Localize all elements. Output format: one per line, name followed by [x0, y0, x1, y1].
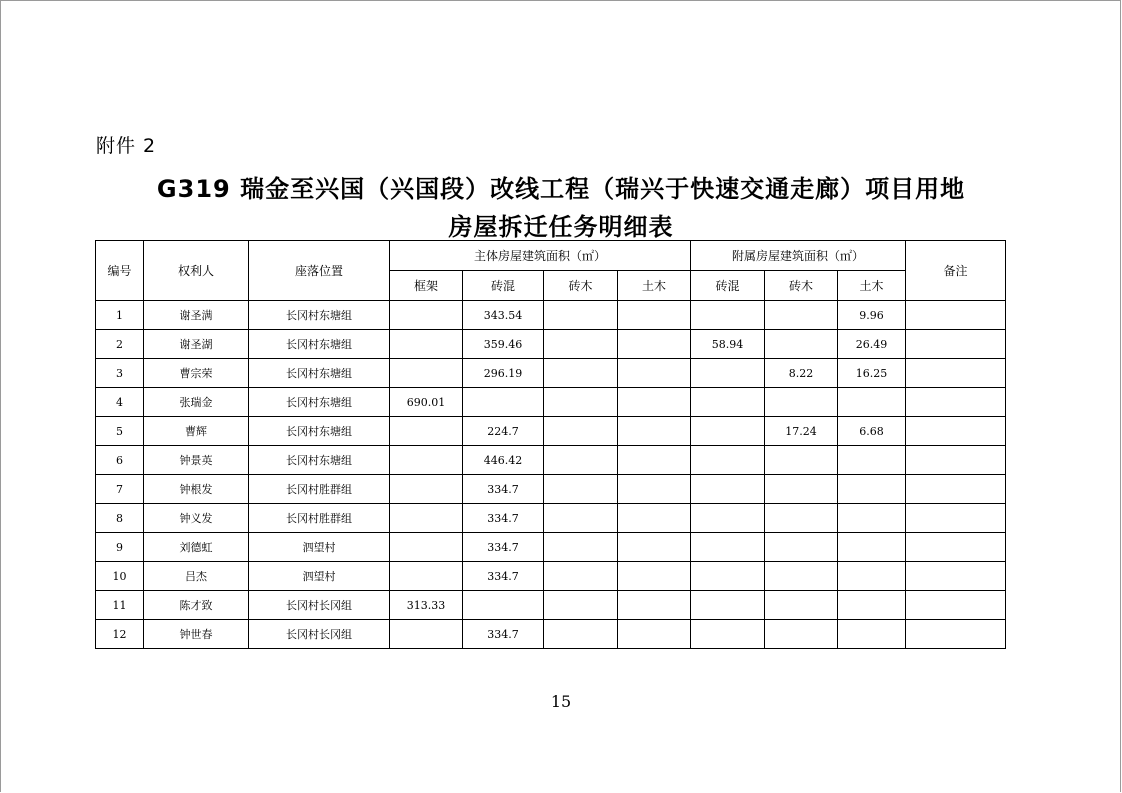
cell-no: 1 [96, 301, 144, 330]
cell-main-earth-wood [618, 591, 691, 620]
cell-main-brick-concrete [463, 591, 544, 620]
header-aux-brick-wood: 砖木 [765, 271, 838, 301]
cell-owner: 谢圣满 [144, 301, 249, 330]
cell-remark [906, 533, 1006, 562]
cell-main-earth-wood [618, 533, 691, 562]
cell-no: 10 [96, 562, 144, 591]
cell-aux-brick-concrete [691, 562, 765, 591]
cell-aux-brick-wood [765, 330, 838, 359]
cell-aux-earth-wood [838, 591, 906, 620]
cell-remark [906, 446, 1006, 475]
cell-aux-brick-concrete [691, 388, 765, 417]
cell-aux-brick-wood [765, 504, 838, 533]
cell-no: 9 [96, 533, 144, 562]
table-row [96, 301, 1006, 330]
cell-main-brick-wood [544, 446, 618, 475]
cell-owner: 曹辉 [144, 417, 249, 446]
cell-remark [906, 620, 1006, 649]
cell-main-brick-concrete: 334.7 [463, 562, 544, 591]
cell-remark [906, 504, 1006, 533]
header-main-building-area: 主体房屋建筑面积（㎡） [390, 241, 691, 271]
cell-aux-brick-wood [765, 301, 838, 330]
cell-main-frame [390, 475, 463, 504]
cell-aux-brick-wood [765, 388, 838, 417]
cell-main-frame: 313.33 [390, 591, 463, 620]
cell-owner: 吕杰 [144, 562, 249, 591]
cell-location: 长冈村东塘组 [249, 417, 390, 446]
cell-main-earth-wood [618, 620, 691, 649]
cell-remark [906, 388, 1006, 417]
cell-main-brick-concrete: 224.7 [463, 417, 544, 446]
table-row [96, 359, 1006, 388]
table-row [96, 417, 1006, 446]
table-row [96, 591, 1006, 620]
header-aux-earth-wood: 土木 [838, 271, 906, 301]
cell-aux-brick-concrete [691, 417, 765, 446]
cell-main-brick-wood [544, 330, 618, 359]
cell-no: 5 [96, 417, 144, 446]
cell-main-earth-wood [618, 301, 691, 330]
cell-main-brick-wood [544, 301, 618, 330]
cell-owner: 陈才致 [144, 591, 249, 620]
header-remark: 备注 [906, 241, 1006, 301]
cell-main-brick-wood [544, 388, 618, 417]
cell-aux-earth-wood: 9.96 [838, 301, 906, 330]
cell-aux-brick-concrete [691, 446, 765, 475]
header-main-brick-wood: 砖木 [544, 271, 618, 301]
cell-owner: 钟根发 [144, 475, 249, 504]
header-location: 座落位置 [249, 241, 390, 301]
cell-aux-brick-wood [765, 533, 838, 562]
header-main-earth-wood: 土木 [618, 271, 691, 301]
cell-remark [906, 417, 1006, 446]
header-aux-brick-concrete: 砖混 [691, 271, 765, 301]
cell-owner: 钟义发 [144, 504, 249, 533]
cell-owner: 曹宗荣 [144, 359, 249, 388]
document-title-line1: G319 瑞金至兴国（兴国段）改线工程（瑞兴于快速交通走廊）项目用地 [156, 175, 966, 203]
cell-main-brick-concrete: 446.42 [463, 446, 544, 475]
cell-main-brick-concrete: 343.54 [463, 301, 544, 330]
cell-main-brick-wood [544, 533, 618, 562]
cell-main-frame [390, 533, 463, 562]
cell-aux-brick-concrete [691, 475, 765, 504]
cell-no: 4 [96, 388, 144, 417]
cell-aux-brick-wood [765, 562, 838, 591]
cell-main-frame: 690.01 [390, 388, 463, 417]
cell-main-brick-concrete: 296.19 [463, 359, 544, 388]
table-row [96, 330, 1006, 359]
page-number: 15 [550, 692, 572, 711]
cell-remark [906, 591, 1006, 620]
cell-aux-brick-wood [765, 591, 838, 620]
cell-no: 7 [96, 475, 144, 504]
cell-main-earth-wood [618, 417, 691, 446]
cell-aux-earth-wood [838, 446, 906, 475]
cell-aux-earth-wood [838, 533, 906, 562]
cell-remark [906, 475, 1006, 504]
cell-aux-brick-concrete [691, 620, 765, 649]
cell-main-frame [390, 562, 463, 591]
cell-aux-brick-concrete [691, 533, 765, 562]
cell-main-frame [390, 330, 463, 359]
header-main-frame: 框架 [390, 271, 463, 301]
cell-aux-earth-wood: 26.49 [838, 330, 906, 359]
cell-main-earth-wood [618, 359, 691, 388]
cell-main-earth-wood [618, 446, 691, 475]
cell-remark [906, 301, 1006, 330]
cell-aux-earth-wood [838, 620, 906, 649]
table-row [96, 533, 1006, 562]
cell-main-earth-wood [618, 388, 691, 417]
cell-main-brick-concrete [463, 388, 544, 417]
cell-location: 长冈村东塘组 [249, 359, 390, 388]
cell-main-brick-wood [544, 620, 618, 649]
cell-remark [906, 562, 1006, 591]
cell-location: 长冈村胜群组 [249, 504, 390, 533]
document-title-line2: 房屋拆迁任务明细表 [448, 213, 674, 241]
cell-no: 6 [96, 446, 144, 475]
cell-no: 11 [96, 591, 144, 620]
cell-location: 长冈村胜群组 [249, 475, 390, 504]
cell-aux-earth-wood [838, 562, 906, 591]
table-body [96, 301, 1006, 649]
header-main-brick-concrete: 砖混 [463, 271, 544, 301]
header-auxiliary-building-area: 附属房屋建筑面积（㎡） [691, 241, 906, 271]
cell-main-brick-concrete: 334.7 [463, 504, 544, 533]
cell-location: 长冈村长冈组 [249, 620, 390, 649]
cell-main-earth-wood [618, 562, 691, 591]
cell-owner: 谢圣湖 [144, 330, 249, 359]
cell-location: 长冈村长冈组 [249, 591, 390, 620]
cell-location: 长冈村东塘组 [249, 330, 390, 359]
cell-owner: 钟景英 [144, 446, 249, 475]
cell-main-brick-concrete: 334.7 [463, 620, 544, 649]
cell-aux-brick-concrete [691, 301, 765, 330]
table-row [96, 562, 1006, 591]
cell-aux-brick-wood [765, 446, 838, 475]
cell-main-brick-wood [544, 475, 618, 504]
cell-main-brick-wood [544, 504, 618, 533]
table-row [96, 388, 1006, 417]
header-no: 编号 [96, 241, 144, 301]
cell-main-brick-concrete: 334.7 [463, 475, 544, 504]
cell-aux-brick-concrete [691, 504, 765, 533]
cell-main-frame [390, 359, 463, 388]
cell-no: 8 [96, 504, 144, 533]
cell-location: 长冈村东塘组 [249, 301, 390, 330]
cell-main-frame [390, 620, 463, 649]
cell-main-frame [390, 417, 463, 446]
table-row [96, 475, 1006, 504]
cell-main-frame [390, 446, 463, 475]
cell-aux-brick-wood [765, 475, 838, 504]
demolition-detail-table [95, 240, 1006, 649]
cell-location: 泗望村 [249, 533, 390, 562]
cell-main-brick-concrete: 334.7 [463, 533, 544, 562]
cell-aux-earth-wood: 6.68 [838, 417, 906, 446]
table-row [96, 620, 1006, 649]
cell-main-brick-wood [544, 591, 618, 620]
cell-no: 2 [96, 330, 144, 359]
cell-main-frame [390, 504, 463, 533]
cell-location: 泗望村 [249, 562, 390, 591]
cell-aux-earth-wood [838, 475, 906, 504]
cell-main-earth-wood [618, 504, 691, 533]
cell-owner: 张瑞金 [144, 388, 249, 417]
cell-aux-earth-wood [838, 388, 906, 417]
table-header-row [96, 241, 1006, 271]
cell-owner: 刘德虹 [144, 533, 249, 562]
table-row [96, 446, 1006, 475]
table-row [96, 504, 1006, 533]
cell-main-brick-wood [544, 417, 618, 446]
cell-aux-brick-wood [765, 620, 838, 649]
cell-aux-brick-concrete [691, 591, 765, 620]
cell-remark [906, 330, 1006, 359]
cell-main-earth-wood [618, 330, 691, 359]
cell-aux-earth-wood [838, 504, 906, 533]
cell-main-brick-concrete: 359.46 [463, 330, 544, 359]
attachment-label: 附件 2 [96, 135, 157, 157]
cell-main-brick-wood [544, 562, 618, 591]
cell-remark [906, 359, 1006, 388]
cell-main-earth-wood [618, 475, 691, 504]
header-owner: 权利人 [144, 241, 249, 301]
cell-location: 长冈村东塘组 [249, 388, 390, 417]
cell-main-brick-wood [544, 359, 618, 388]
cell-aux-brick-wood: 8.22 [765, 359, 838, 388]
cell-no: 12 [96, 620, 144, 649]
cell-aux-brick-concrete [691, 359, 765, 388]
cell-no: 3 [96, 359, 144, 388]
cell-owner: 钟世春 [144, 620, 249, 649]
cell-main-frame [390, 301, 463, 330]
cell-aux-brick-concrete: 58.94 [691, 330, 765, 359]
cell-aux-earth-wood: 16.25 [838, 359, 906, 388]
cell-aux-brick-wood: 17.24 [765, 417, 838, 446]
cell-location: 长冈村东塘组 [249, 446, 390, 475]
